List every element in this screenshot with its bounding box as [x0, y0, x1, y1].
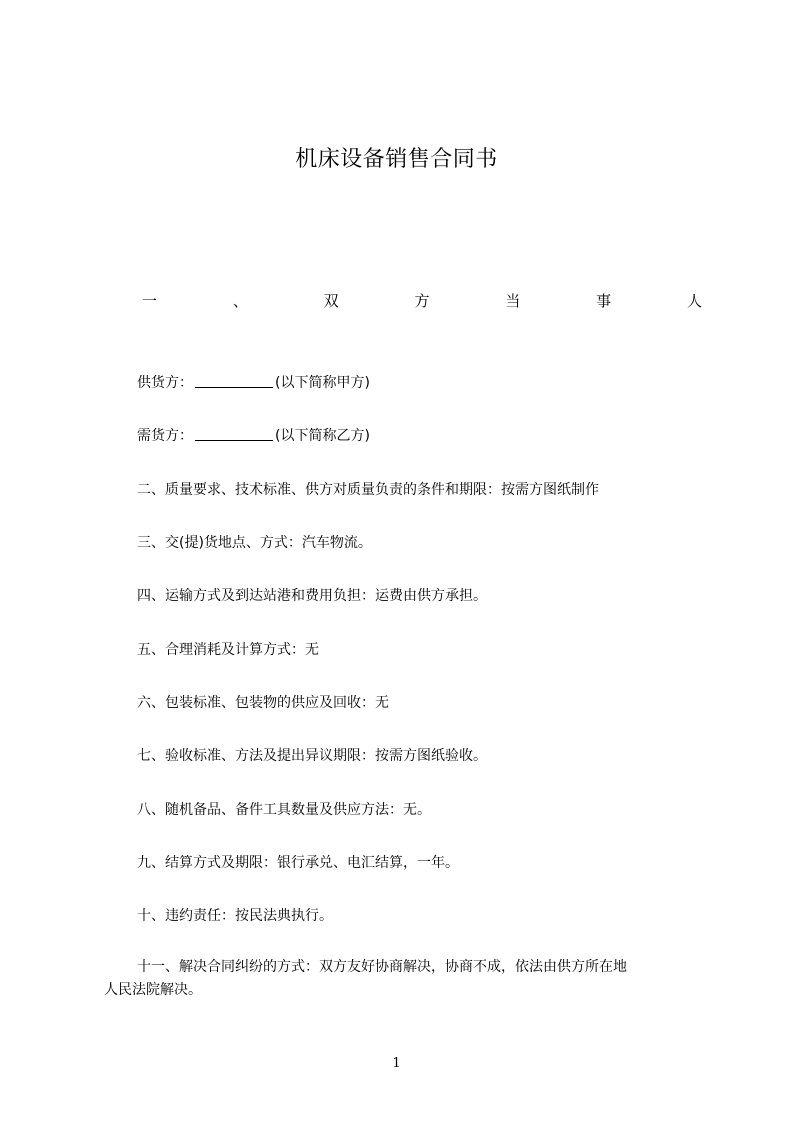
heading-char: 事	[596, 292, 612, 310]
supplier-line	[137, 372, 370, 392]
buyer-line	[137, 425, 370, 445]
heading-char: 方	[414, 292, 430, 310]
clause-3: 三、交(提)货地点、方式：汽车物流。	[137, 535, 372, 551]
supplier-label: 供货方：	[137, 375, 193, 391]
heading-char: 一	[142, 292, 158, 310]
clause-6: 六、包装标准、包装物的供应及回收：无	[137, 695, 389, 711]
heading-char: 人	[686, 292, 702, 310]
clause-5: 五、合理消耗及计算方式：无	[137, 642, 319, 658]
heading-char: 双	[323, 292, 339, 310]
clause-10: 十、违约责任：按民法典执行。	[137, 908, 333, 924]
buyer-suffix: (以下简称乙方)	[275, 428, 370, 444]
supplier-blank	[195, 373, 273, 388]
supplier-suffix: (以下简称甲方)	[275, 375, 370, 391]
clause-11-line-1: 十一、解决合同纠纷的方式：双方友好协商解决，协商不成，依法由供方所在地	[137, 959, 627, 975]
clause-8: 八、随机备品、备件工具数量及供应方法：无。	[137, 802, 431, 818]
clause-9: 九、结算方式及期限：银行承兑、电汇结算，一年。	[137, 855, 459, 871]
clause-11	[104, 956, 704, 1002]
clause-7: 七、验收标准、方法及提出异议期限：按需方图纸验收。	[137, 748, 487, 764]
heading-char: 、	[232, 292, 248, 310]
clause-11-line-2: 人民法院解决。	[104, 982, 202, 998]
clause-2: 二、质量要求、技术标准、供方对质量负责的条件和期限：按需方图纸制作	[137, 482, 599, 498]
document-title: 机床设备销售合同书	[295, 147, 498, 172]
buyer-label: 需货方：	[137, 428, 193, 444]
clause-4: 四、运输方式及到达站港和费用负担：运费由供方承担。	[137, 588, 487, 604]
section-heading-parties	[142, 290, 702, 311]
page-number: 1	[392, 1056, 401, 1071]
buyer-blank	[195, 426, 273, 441]
heading-char: 当	[505, 292, 521, 310]
